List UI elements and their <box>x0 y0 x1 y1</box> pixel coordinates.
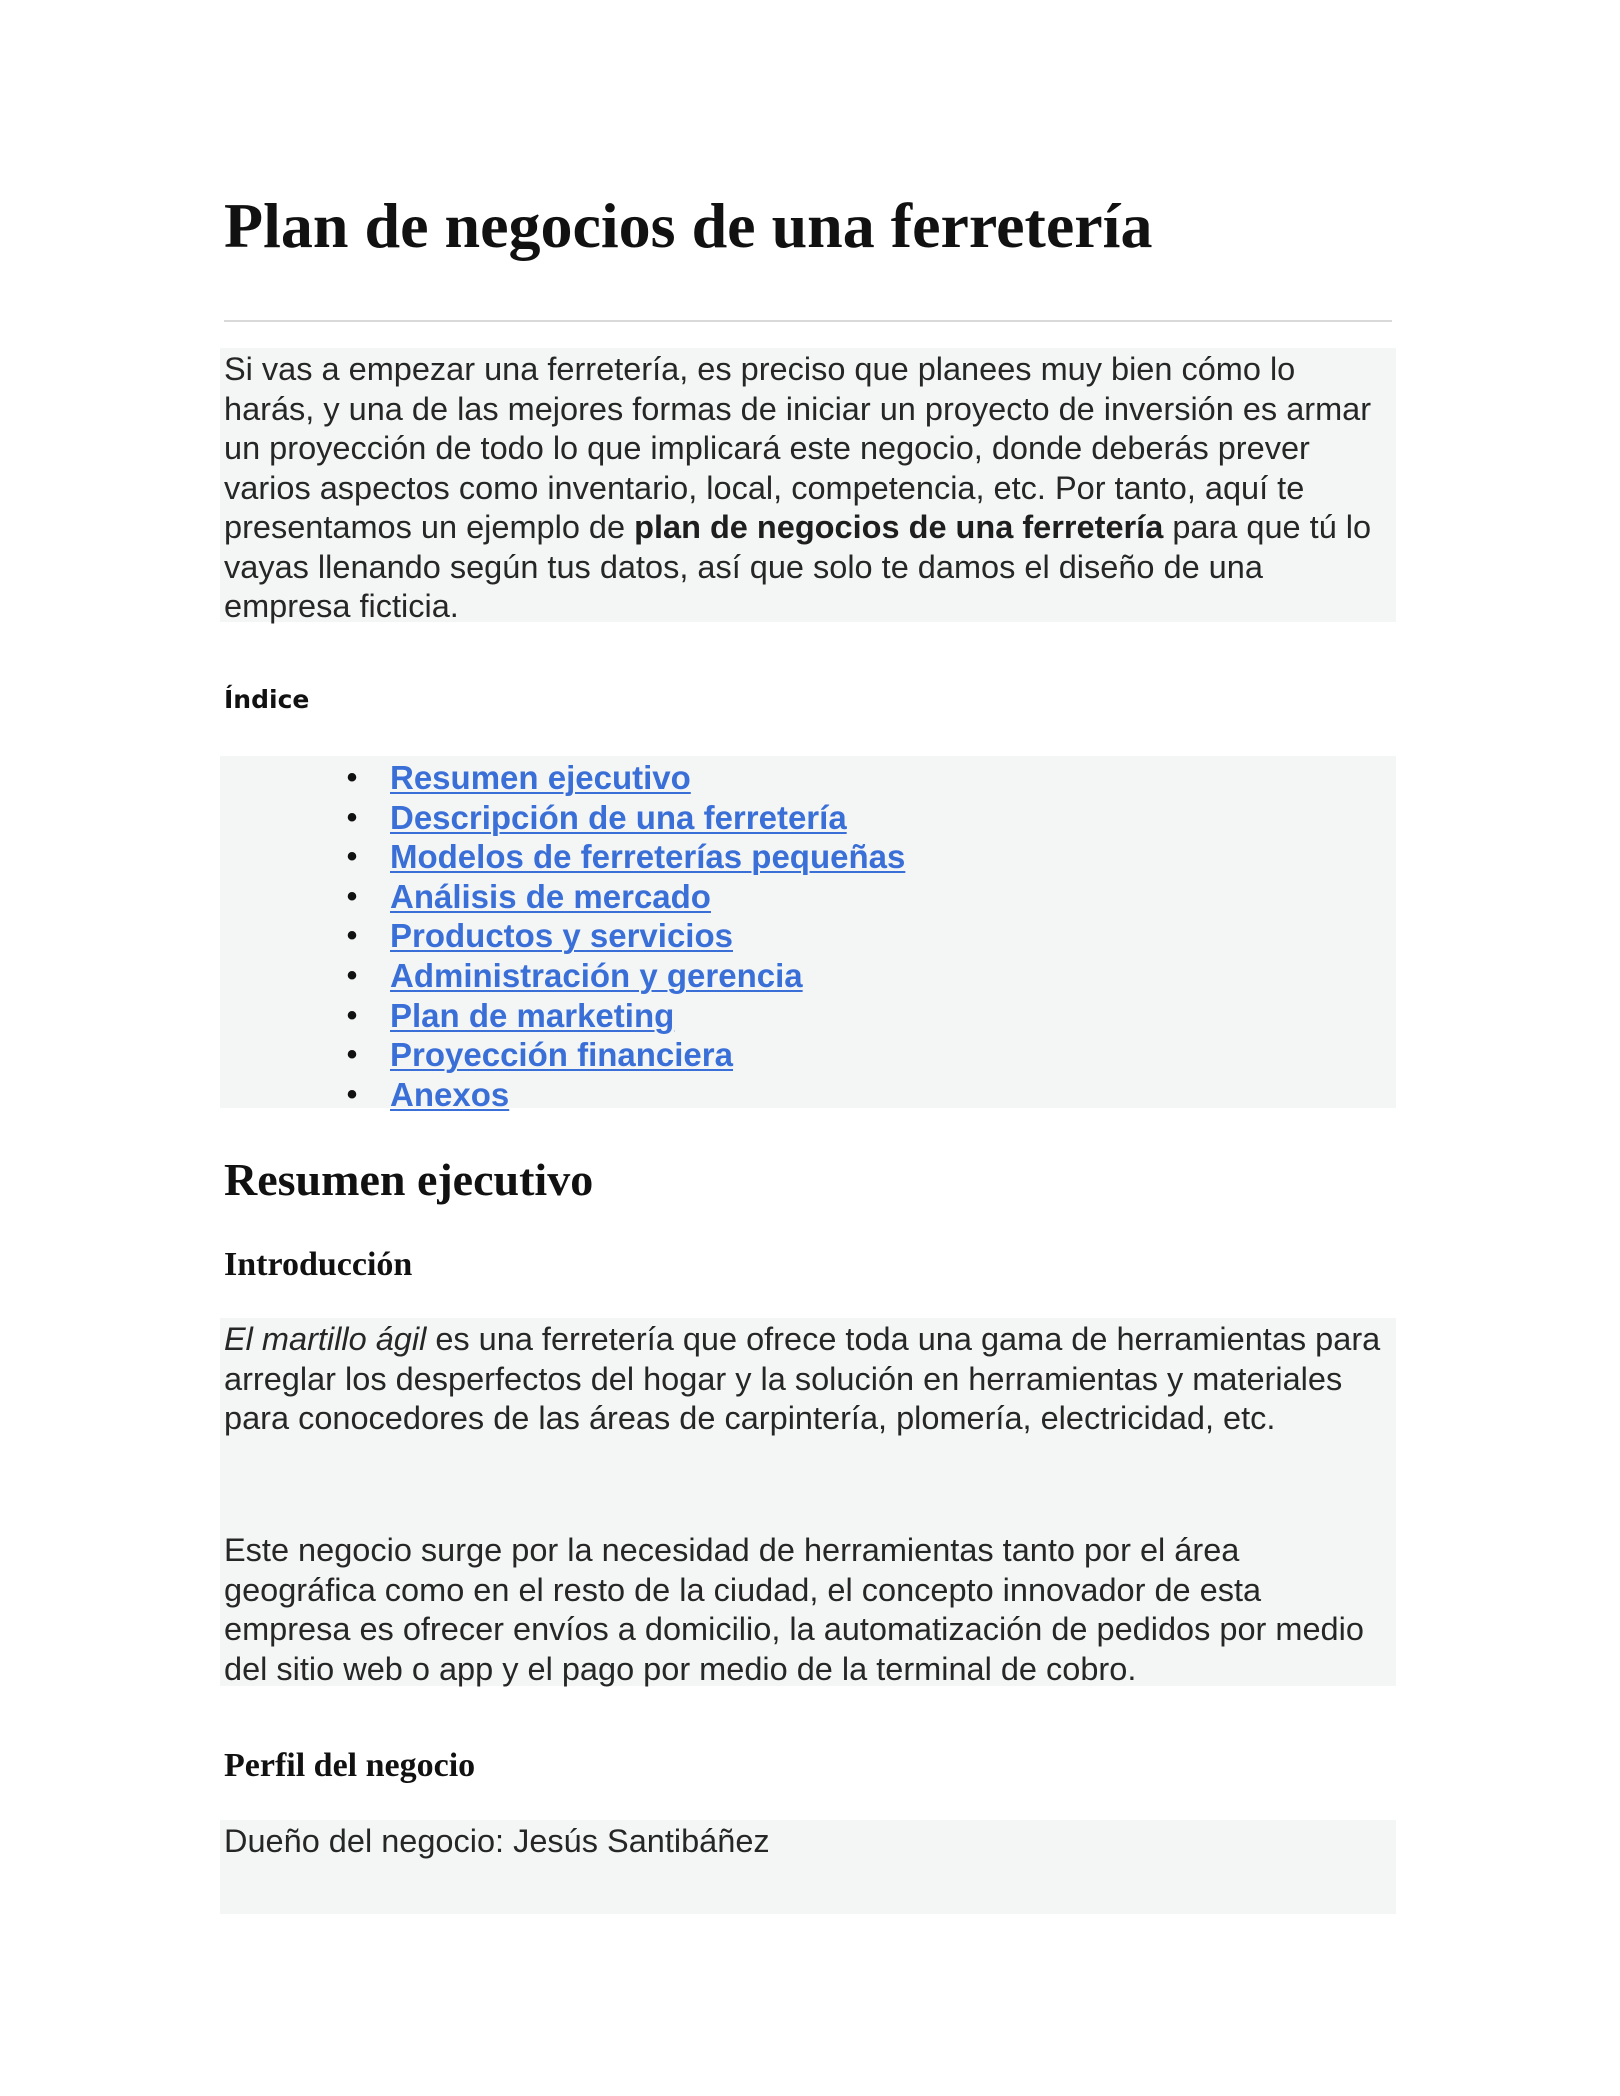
intro-text-end: para que tú lo vayas llenando según tus datos, así que solo te damos el diseño de una empresa ficticia. <box>224 509 1372 624</box>
bullet: • <box>346 800 358 834</box>
bullet: • <box>346 958 358 992</box>
index-item <box>224 798 905 838</box>
intro-bold-phrase: plan de negocios de una ferretería <box>634 509 1164 545</box>
index-heading: Índice <box>224 685 310 714</box>
index-item <box>224 758 905 798</box>
intro-paragraph <box>224 350 1384 627</box>
document-title: Plan de negocios de una ferretería <box>224 190 1153 261</box>
index-item <box>224 956 905 996</box>
subheading-introduccion: Introducción <box>224 1246 413 1283</box>
index-item <box>224 996 905 1036</box>
title-divider <box>224 320 1392 322</box>
subheading-perfil: Perfil del negocio <box>224 1747 476 1784</box>
index-link-descripcion[interactable]: Descripción de una ferretería <box>390 798 847 836</box>
index-list <box>224 758 905 1114</box>
bullet: • <box>346 1038 358 1072</box>
index-link-analisis-mercado[interactable]: Análisis de mercado <box>390 877 711 915</box>
introduccion-paragraph-2: Este negocio surge por la necesidad de herramientas tanto por el área geográfica como en el resto de la ciudad, el concepto innovador de esta empresa es ofrecer envíos a domicilio, la automatización de pedidos por medio del sitio web o app y el pago por medio de la terminal de cobro. <box>224 1532 1364 1687</box>
index-link-anexos[interactable]: Anexos <box>390 1075 510 1113</box>
index-link-proyeccion-financiera[interactable]: Proyección financiera <box>390 1036 733 1074</box>
bullet: • <box>346 998 358 1032</box>
bullet: • <box>346 840 358 874</box>
index-link-modelos[interactable]: Modelos de ferreterías pequeñas <box>390 838 906 876</box>
index-item <box>224 1075 905 1115</box>
index-link-productos-servicios[interactable]: Productos y servicios <box>390 917 733 955</box>
index-item <box>224 837 905 877</box>
section-heading-resumen: Resumen ejecutivo <box>224 1154 594 1205</box>
index-link-administracion[interactable]: Administración y gerencia <box>390 956 803 994</box>
bullet: • <box>346 919 358 953</box>
introduccion-paragraph-1 <box>224 1320 1384 1439</box>
index-item <box>224 916 905 956</box>
owner-line: Dueño del negocio: Jesús Santibáñez <box>224 1823 770 1859</box>
intro-text-start: Si vas a empezar una ferretería, es preciso que planees muy bien cómo lo harás, y una de las mejores formas de iniciar un proyecto de inversión es armar un proyección de todo lo que implicará este negocio, donde deberás prever varios aspectos como inventario, local, competencia, etc. Por tanto, aquí te presentamos un ejemplo de <box>224 351 1372 545</box>
business-name: El martillo ágil <box>224 1321 427 1357</box>
bullet: • <box>346 879 358 913</box>
bullet: • <box>346 1077 358 1111</box>
index-item <box>224 877 905 917</box>
index-link-plan-marketing[interactable]: Plan de marketing <box>390 996 675 1034</box>
index-item <box>224 1035 905 1075</box>
bullet: • <box>346 761 358 794</box>
introduccion-text: es una ferretería que ofrece toda una gama de herramientas para arreglar los desperfectos del hogar y la solución en herramientas y materiales para conocedores de las áreas de carpintería, plomería, electricidad, etc. <box>224 1321 1381 1436</box>
index-link-resumen-ejecutivo[interactable]: Resumen ejecutivo <box>390 759 691 796</box>
